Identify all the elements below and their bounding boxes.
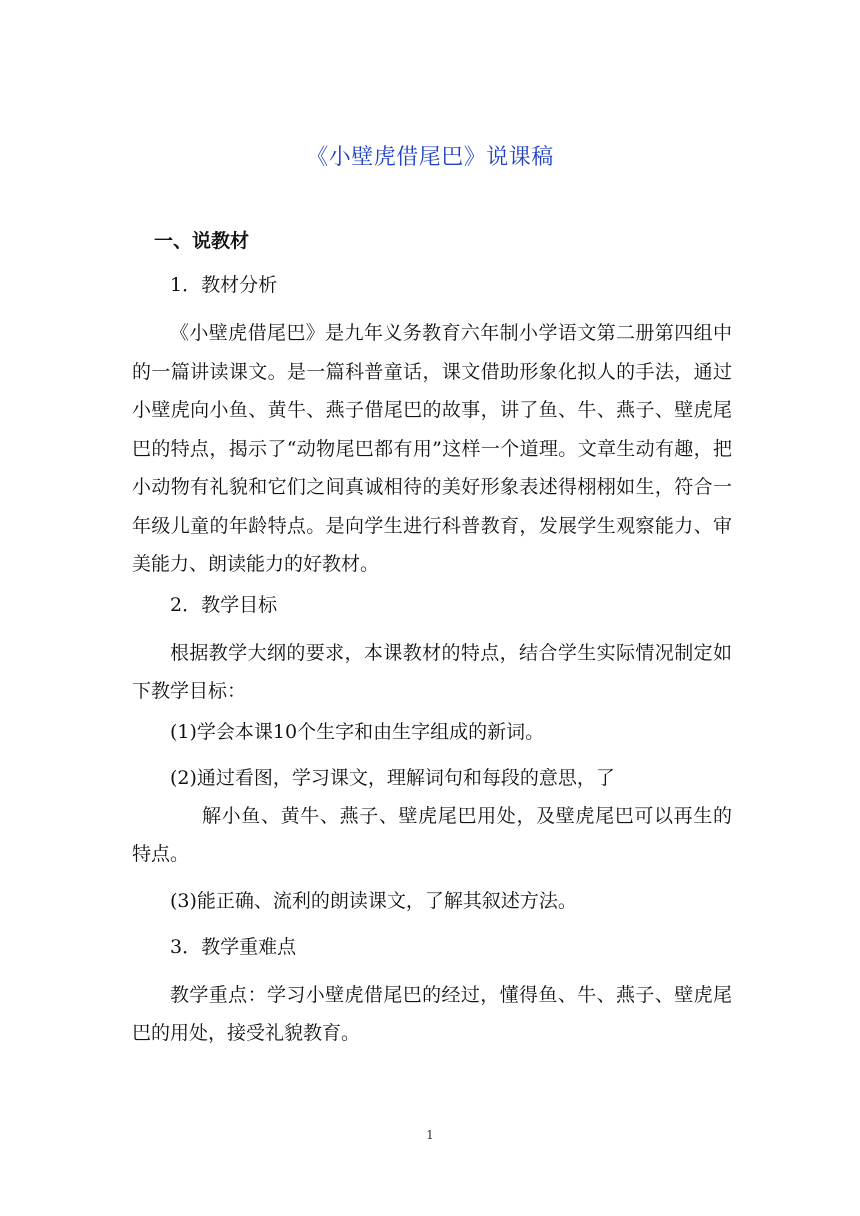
page-number: 1 (426, 1128, 434, 1142)
analysis-paragraph: 《小壁虎借尾巴》是九年义务教育六年制小学语文第二册第四组中的一篇讲读课文。是一篇科普童话，课文借助形象化拟人的手法，通过小壁虎向小鱼、黄牛、燕子借尾巴的故事，讲了鱼、牛、燕子、壁虎尾巴的特点，揭示了“动物尾巴都有用”这样一个道理。文章生动有趣，把小动物有礼貌和它们之间真诚相待的美好形象表述得栩栩如生，符合一年级儿童的年龄特点。是向学生进行科普教育，发展学生观察能力、审美能力、朗读能力的好教材。 (132, 322, 732, 575)
subsection-label-analysis: 1．教材分析 (170, 274, 278, 296)
goal-item-3: (3)能正确、流利的朗读课文，了解其叙述方法。 (170, 889, 577, 912)
subsection-label-keypoints: 3．教学重难点 (170, 935, 297, 958)
goals-intro-paragraph: 根据教学大纲的要求，本课教材的特点，结合学生实际情况制定如下教学目标： (132, 641, 732, 702)
document-title: 《小壁虎借尾巴》说课稿 (306, 145, 554, 170)
keypoints-paragraph: 教学重点：学习小壁虎借尾巴的经过，懂得鱼、牛、燕子、壁虎尾巴的用处，接受礼貌教育。 (132, 983, 732, 1044)
document-body (132, 226, 732, 1059)
goal-item-2-continued: 解小鱼、黄牛、燕子、壁虎尾巴用处，及壁虎尾巴可以再生的特点。 (132, 804, 732, 865)
goal-item-2: (2)通过看图，学习课文，理解词句和每段的意思，了 (170, 766, 615, 789)
goal-item-1: (1)学会本课10个生字和由生字组成的新词。 (170, 720, 545, 743)
subsection-label-goals: 2．教学目标 (170, 593, 278, 616)
section-heading: 一、说教材 (154, 230, 250, 252)
